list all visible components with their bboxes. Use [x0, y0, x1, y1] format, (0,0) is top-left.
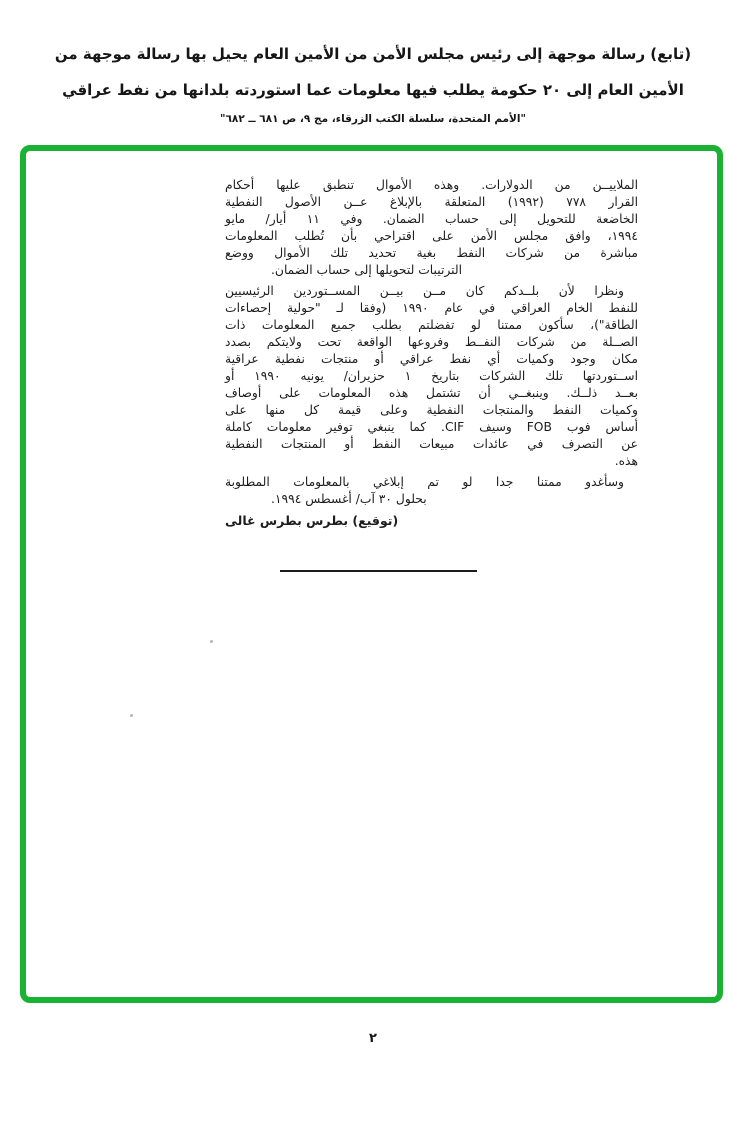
letter-line: ١٩٩٤، وافق مجلس الأمن على اقتراحي بأن تُطلب المعلومات — [225, 229, 638, 243]
page-number: ٢ — [369, 1031, 377, 1046]
letter-line: ونظرا لأن بلــدكم كان مــن بيــن المســتوردين الرئيسيين — [225, 284, 624, 298]
header-title-line-2: الأمين العام إلى ٢٠ حكومة يطلب فيها معلومات عما استوردته بلدانها من نفط عراقي — [62, 81, 684, 99]
letter-line: الطاقة")، سأكون ممتنا لو تفضلتم بطلب جميع المعلومات ذات — [225, 318, 638, 332]
scan-speck — [130, 714, 133, 717]
signature-line: (توقيع) بطرس بطرس غالى — [225, 513, 399, 528]
letter-line: الملاييــن من الدولارات. وهذه الأموال تنطبق عليها أحكام — [225, 178, 638, 192]
letter-line: بعــد ذلــك. وينبغــي أن تشتمل هذه المعلومات على أوصاف — [225, 386, 638, 400]
letter-line: مكان وجود وكميات أي نفط عراقي أو منتجات نفطية عراقية — [225, 352, 638, 366]
scan-speck — [210, 640, 213, 643]
letter-paragraphs — [225, 177, 638, 508]
letter-paragraph — [225, 283, 638, 470]
letter-line: الخاضعة للتحويل إلى حساب الضمان. وفي ١١ أيار/ مايو — [225, 212, 638, 226]
letter-paragraph — [225, 177, 638, 279]
letter-line: الترتيبات لتحويلها إلى حساب الضمان. — [271, 263, 463, 277]
letter-line: اســتوردتها تلك الشركات بتاريخ ١ حزيران/ يونيه ١٩٩٠ أو — [225, 369, 638, 383]
header-source-citation: "الأمم المتحدة، سلسلة الكتب الزرقاء، مج ٩، ص ٦٨١ ــ ٦٨٢" — [220, 113, 526, 125]
letter-line: الصــلة من شركات النفــط وفروعها الواقعة تحت ولايتكم بصدد — [225, 335, 638, 349]
header-title-line-1: (تابع) رسالة موجهة إلى رئيس مجلس الأمن من الأمين العام يحيل بها رسالة موجهة من — [54, 45, 692, 63]
letter-line: أساس فوب FOB وسيف CIF. كما ينبغي توفير معلومات كاملة — [225, 420, 639, 434]
document-header — [0, 36, 746, 129]
letter-line: عن التصرف في عائدات مبيعات النفط أو المنتجات النفطية — [225, 437, 638, 451]
letter-line: للنفط الخام العراقي في عام ١٩٩٠ (وفقا لـ "حولية إحصاءات — [225, 301, 638, 315]
letter-line: القرار ٧٧٨ (١٩٩٢) المتعلقة بالإبلاغ عــن الأصول النفطية — [225, 195, 638, 209]
footnote-rule — [280, 570, 477, 572]
letter-line: وكميات النفط والمنتجات النفطية وعلى قيمة كل منها على — [225, 403, 638, 417]
letter-line: بحلول ٣٠ آب/ أغسطس ١٩٩٤. — [271, 492, 427, 506]
letter-paragraph — [225, 474, 638, 508]
letter-line: مباشرة من شركات النفط بغية تحديد تلك الأموال ووضع — [225, 246, 638, 260]
letter-body — [225, 177, 638, 529]
letter-line: وسأغدو ممتنا جدا لو تم إبلاغي بالمعلومات المطلوبة — [225, 475, 624, 489]
letter-line: هذه. — [614, 454, 638, 468]
